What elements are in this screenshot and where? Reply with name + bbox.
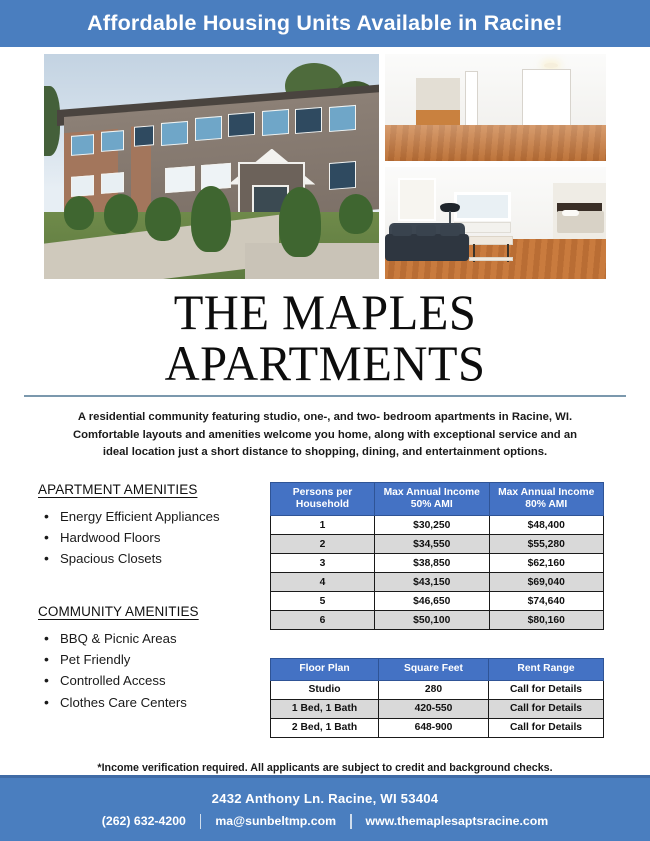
banner-title: Affordable Housing Units Available in Racine!	[87, 11, 563, 35]
apartment-amenities-heading: APARTMENT AMENITIES	[38, 481, 198, 497]
table-row	[271, 699, 604, 718]
table-header-row	[271, 482, 604, 516]
intro-paragraph: A residential community featuring studio, one-, and two- bedroom apartments in Racine, WI. Comfortable layouts and amenities welcome you home, along with exceptional service and an ideal location just a short distance to shopping, dining, and entertainment options.	[72, 411, 578, 458]
living-room-photo	[385, 167, 606, 279]
page-title: THE MAPLES APARTMENTS	[164, 284, 486, 391]
table-cell: Call for Details	[489, 718, 604, 737]
header-banner	[0, 0, 650, 47]
footer-website[interactable]: www.themaplesaptsracine.com	[365, 814, 549, 828]
table-row	[271, 592, 604, 611]
community-amenities-heading: COMMUNITY AMENITIES	[38, 603, 199, 619]
table-cell: 1	[271, 516, 375, 535]
list-item: • Pet Friendly	[38, 649, 270, 670]
table-cell: Call for Details	[489, 680, 604, 699]
table-cell: $30,250	[375, 516, 490, 535]
table-cell: $38,850	[375, 554, 490, 573]
list-item: • BBQ & Picnic Areas	[38, 628, 270, 649]
table-row	[271, 611, 604, 630]
footer-banner	[0, 775, 650, 841]
table-row	[271, 718, 604, 737]
table-cell: $62,160	[489, 554, 604, 573]
floor-plan-table	[270, 658, 604, 737]
title-block	[0, 284, 650, 391]
list-item: • Clothes Care Centers	[38, 692, 270, 713]
table-cell: Call for Details	[489, 699, 604, 718]
table-cell: 4	[271, 573, 375, 592]
exterior-building-photo	[44, 54, 379, 279]
title-divider	[24, 395, 626, 397]
table-cell: $48,400	[489, 516, 604, 535]
body-content	[0, 476, 650, 738]
table-cell: $74,640	[489, 592, 604, 611]
table-cell: 280	[379, 680, 489, 699]
footnote-line-1: *Income verification required. All applicants are subject to credit and background checks.	[97, 761, 553, 774]
footer-contact-row	[102, 814, 548, 829]
header-line: Max Annual Income	[498, 486, 595, 498]
table-cell: $69,040	[489, 573, 604, 592]
footer-email[interactable]: ma@sunbeltmp.com	[215, 814, 337, 828]
table-cell: 1 Bed, 1 Bath	[271, 699, 379, 718]
list-item: • Controlled Access	[38, 670, 270, 691]
photo-collage	[44, 54, 606, 279]
footer-address: 2432 Anthony Ln. Racine, WI 53404	[211, 790, 439, 806]
table-cell: Studio	[271, 680, 379, 699]
photo-right-column	[385, 54, 606, 279]
column-header	[375, 482, 490, 516]
column-header: Square Feet	[379, 659, 489, 680]
table-cell: 420-550	[379, 699, 489, 718]
tables-column	[270, 476, 626, 738]
table-cell: $80,160	[489, 611, 604, 630]
empty-room-photo	[385, 54, 606, 161]
table-row	[271, 680, 604, 699]
table-row	[271, 516, 604, 535]
table-cell: 3	[271, 554, 375, 573]
column-header	[489, 482, 604, 516]
table-cell: $43,150	[375, 573, 490, 592]
separator-divider	[200, 814, 202, 829]
table-cell: 2 Bed, 1 Bath	[271, 718, 379, 737]
amenities-column	[38, 476, 270, 738]
community-amenities-list	[38, 628, 270, 714]
table-header-row	[271, 659, 604, 680]
income-limits-table	[270, 482, 604, 631]
column-header: Rent Range	[489, 659, 604, 680]
table-cell: 5	[271, 592, 375, 611]
table-cell: 6	[271, 611, 375, 630]
table-row	[271, 573, 604, 592]
footer-phone[interactable]: (262) 632-4200	[101, 814, 186, 828]
apartment-amenities-list	[38, 506, 270, 570]
table-row	[271, 535, 604, 554]
header-line: 80% AMI	[525, 498, 568, 510]
table-cell: 648-900	[379, 718, 489, 737]
table-cell: $55,280	[489, 535, 604, 554]
table-row	[271, 554, 604, 573]
separator-divider	[350, 814, 352, 829]
column-header: Floor Plan	[271, 659, 379, 680]
list-item: • Energy Efficient Appliances	[38, 506, 270, 527]
table-cell: $50,100	[375, 611, 490, 630]
table-cell: $34,550	[375, 535, 490, 554]
table-cell: 2	[271, 535, 375, 554]
list-item: • Spacious Closets	[38, 548, 270, 569]
header-line: Persons per	[292, 486, 353, 498]
list-item: • Hardwood Floors	[38, 527, 270, 548]
header-line: 50% AMI	[410, 498, 453, 510]
header-line: Max Annual Income	[383, 486, 480, 498]
column-header	[271, 482, 375, 516]
table-cell: $46,650	[375, 592, 490, 611]
header-line: Household	[295, 498, 350, 510]
